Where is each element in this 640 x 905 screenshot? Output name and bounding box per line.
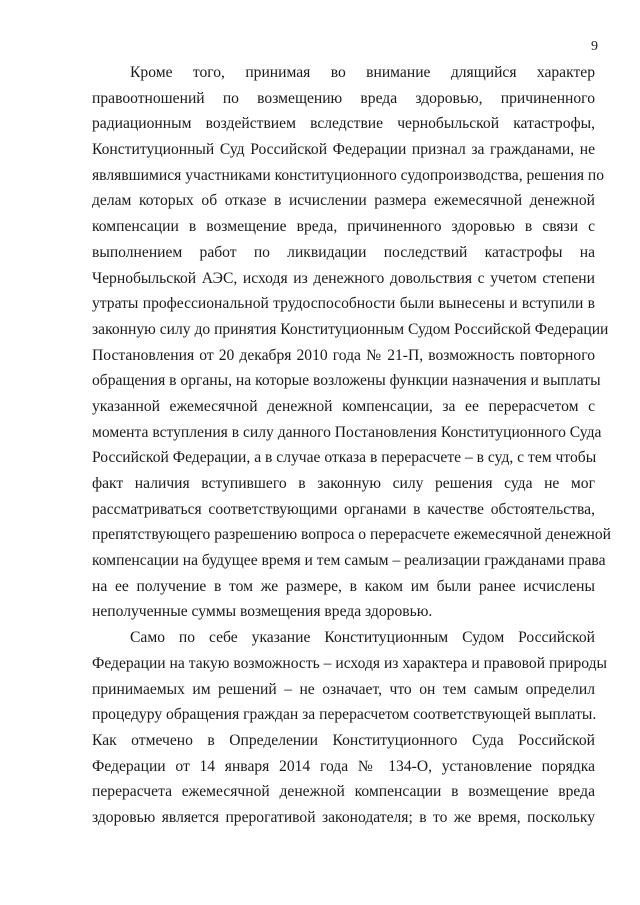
- document-body: [92, 60, 612, 831]
- text-line: Федерации на такую возможность – исходя из характера и правовой природы: [92, 654, 608, 672]
- text-line: радиационным воздействием вследствие чернобыльской катастрофы,: [92, 115, 595, 133]
- text-line: указанной ежемесячной денежной компенсации, за ее перерасчетом с: [92, 397, 595, 415]
- text-line: обращения в органы, на которые возложены функции назначения и выплаты: [92, 372, 601, 390]
- text-line: Российской Федерации, а в случае отказа в перерасчете – в суд, с тем чтобы: [92, 449, 597, 467]
- text-line: Конституционный Суд Российской Федерации признал за гражданами, не: [92, 141, 595, 159]
- text-line: законную силу до принятия Конституционным Судом Российской Федерации: [92, 320, 609, 338]
- text-line: процедуру обращения граждан за перерасчетом соответствующей выплаты.: [92, 706, 597, 724]
- text-line: на ее получение в том же размере, в каком им были ранее исчислены: [92, 577, 595, 595]
- text-line: являвшимися участниками конституционного судопроизводства, решения по: [92, 166, 605, 184]
- text-line: принимаемых им решений – не означает, что он тем самым определил: [92, 680, 595, 698]
- text-line: Федерации от 14 января 2014 года № 134-О, установление порядка: [92, 757, 595, 775]
- text-line: Постановления от 20 декабря 2010 года № 21-П, возможность повторного: [92, 346, 595, 364]
- text-line: выполнением работ по ликвидации последствий катастрофы на: [92, 243, 595, 261]
- text-line: правоотношений по возмещению вреда здоровью, причиненного: [92, 89, 595, 107]
- text-line: делам которых об отказе в исчислении размера ежемесячной денежной: [92, 192, 595, 210]
- text-line: утраты профессиональной трудоспособности были вынесены и вступили в: [92, 295, 595, 313]
- text-line: факт наличия вступившего в законную силу решения суда не мог: [92, 475, 595, 492]
- text-line: здоровью является прерогативой законодателя; в то же время, поскольку: [92, 808, 595, 826]
- page-number: 9: [591, 39, 598, 54]
- text-line: Кроме того, принимая во внимание длящийся характер: [130, 64, 595, 81]
- paragraph: [92, 625, 608, 831]
- text-line: момента вступления в силу данного Постановления Конституционного Суда: [92, 423, 602, 441]
- paragraph: [92, 60, 612, 625]
- text-line: препятствующего разрешению вопроса о перерасчете ежемесячной денежной: [92, 526, 612, 544]
- text-line: неполученные суммы возмещения вреда здоровью.: [92, 603, 433, 621]
- text-line: рассматриваться соответствующими органами в качестве обстоятельства,: [92, 500, 595, 518]
- text-line: компенсации на будущее время и тем самым – реализации гражданами права: [92, 552, 606, 570]
- text-line: Как отмечено в Определении Конституционного Суда Российской: [92, 731, 595, 749]
- text-line: компенсации в возмещение вреда, причиненного здоровью в связи с: [92, 218, 595, 236]
- text-line: Чернобыльской АЭС, исходя из денежного довольствия с учетом степени: [92, 269, 595, 287]
- text-line: перерасчета ежемесячной денежной компенсации в возмещение вреда: [92, 783, 595, 801]
- text-line: Само по себе указание Конституционным Судом Российской: [130, 629, 595, 647]
